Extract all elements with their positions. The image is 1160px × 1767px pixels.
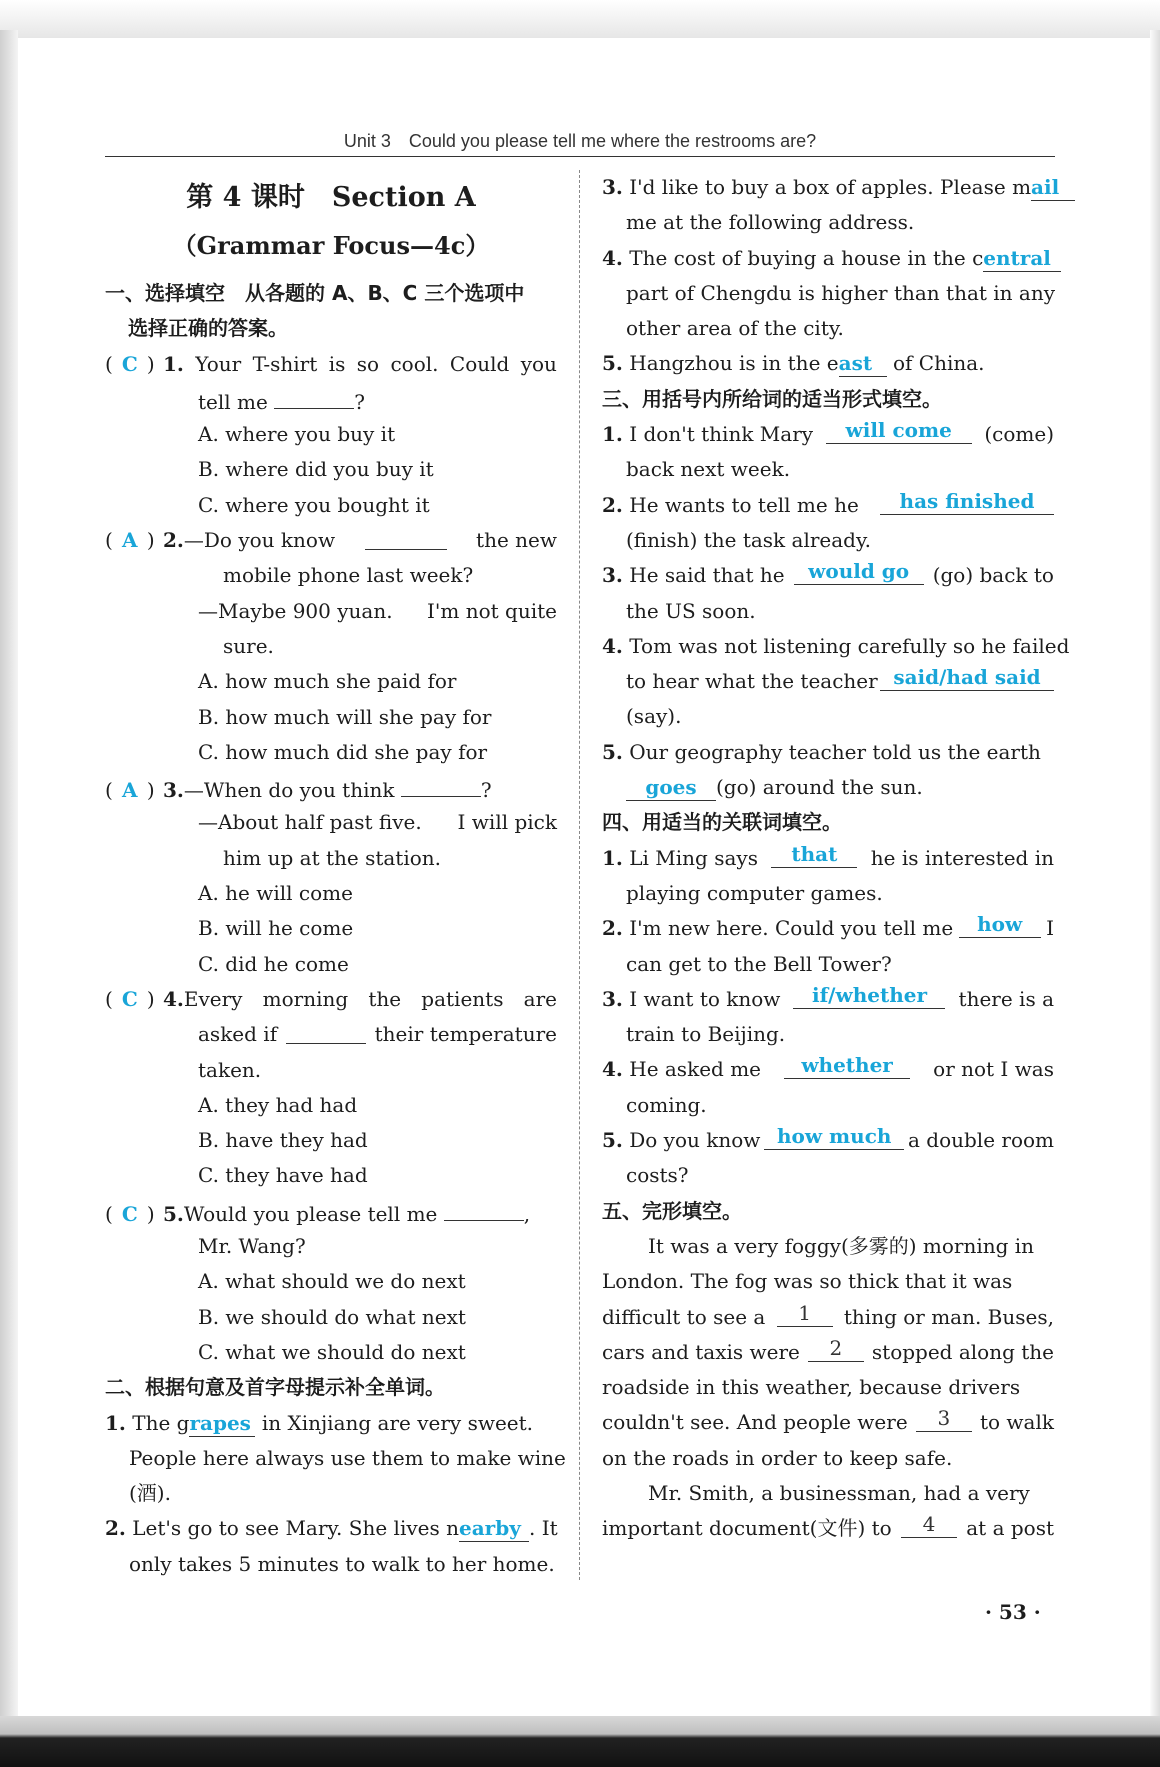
- page-number: · 53 ·: [985, 1600, 1041, 1624]
- answer-bracket: ( A ): [105, 528, 155, 553]
- fill-item-cont: me at the following address.: [626, 210, 915, 235]
- page-shadow-left: [0, 30, 18, 1730]
- answer-bracket: ( C ): [105, 1201, 155, 1226]
- mc-question-cont: asked if their temperature: [105, 1017, 557, 1052]
- fill-item-cont: (say).: [626, 704, 682, 729]
- mc-question: ( C ) 1. Your T-shirt is so cool. Could you: [105, 347, 557, 382]
- fill-item-cont: train to Beijing.: [626, 1022, 786, 1047]
- answer-bracket: ( A ): [105, 778, 155, 803]
- fill-item: 5. Our geography teacher told us the earth: [602, 739, 1041, 764]
- section2-heading: 二、根据句意及首字母提示补全单词。: [105, 1375, 445, 1400]
- mc-question-cont: mobile phone last week?: [223, 563, 474, 588]
- answer-blank: [401, 770, 481, 797]
- option-a: A. he will come: [198, 881, 353, 906]
- mc-question: ( A ) 3.—When do you think ?: [105, 770, 557, 805]
- bottom-edge: [0, 1716, 1160, 1767]
- passage-line: cars and taxis were 2 stopped along the: [602, 1335, 1054, 1364]
- section1-heading: 一、选择填空 从各题的 A、B、C 三个选项中: [105, 281, 525, 305]
- mc-question-cont: him up at the station.: [223, 845, 442, 870]
- option-b: B. will he come: [198, 916, 354, 941]
- fill-item: 4. The cost of buying a house in the central: [602, 241, 1054, 276]
- fill-item-cont: (finish) the task already.: [626, 527, 871, 552]
- mc-question: ( C ) 5.Would you please tell me ,: [105, 1194, 557, 1229]
- mc-question-cont: Mr. Wang?: [198, 1234, 306, 1259]
- answer-blank: [365, 523, 447, 550]
- fill-item: 1. Li Ming says that he is interested in: [602, 841, 1054, 870]
- option-b: B. have they had: [198, 1128, 368, 1153]
- passage-line: on the roads in order to keep safe.: [602, 1445, 953, 1470]
- fill-item-cont: People here always use them to make wine: [129, 1445, 566, 1470]
- section1-heading-cont: 选择正确的答案。: [128, 316, 288, 341]
- header-rule: [105, 156, 1055, 157]
- option-c: C. they have had: [198, 1163, 368, 1188]
- fill-item: 3. He said that he would go (go) back to: [602, 559, 1054, 588]
- passage-line: It was a very foggy(多雾的) morning in: [648, 1233, 1035, 1258]
- fill-item: 5. Do you know how much a double room: [602, 1124, 1054, 1153]
- mc-question-cont: taken.: [198, 1057, 262, 1082]
- fill-item: 5. Hangzhou is in the east of China.: [602, 351, 985, 376]
- fill-item: 3. I want to know if/whether there is a: [602, 982, 1054, 1011]
- passage-line: Mr. Smith, a businessman, had a very: [648, 1480, 1030, 1505]
- fill-item-cont: can get to the Bell Tower?: [626, 951, 892, 976]
- mc-question: ( C ) 4.Every morning the patients are: [105, 982, 557, 1017]
- page-shadow-right: [1150, 30, 1160, 1730]
- fill-item: 2. I'm new here. Could you tell me how I: [602, 912, 1054, 941]
- passage-line: difficult to see a 1 thing or man. Buses,: [602, 1300, 1054, 1329]
- section4-heading: 四、用适当的关联词填空。: [602, 810, 842, 835]
- option-b: B. how much will she pay for: [198, 704, 492, 729]
- lesson-subtitle: （Grammar Focus—4c）: [172, 231, 490, 260]
- option-a: A. they had had: [198, 1092, 358, 1117]
- fill-item: 1. The grapes in Xinjiang are very sweet.: [105, 1410, 534, 1435]
- fill-item-cont: to hear what the teacher said/had said: [602, 664, 1054, 699]
- top-edge: [0, 0, 1160, 38]
- option-b: B. where did you buy it: [198, 457, 434, 482]
- section5-heading: 五、完形填空。: [602, 1198, 742, 1223]
- answer-blank: [444, 1194, 524, 1221]
- column-divider: [579, 170, 580, 1580]
- passage-line: couldn't see. And people were 3 to walk: [602, 1406, 1054, 1435]
- fill-item-cont: costs?: [626, 1163, 689, 1188]
- fill-item: 4. He asked me whether or not I was: [602, 1053, 1054, 1082]
- option-c: C. what we should do next: [198, 1339, 466, 1364]
- fill-item-cont: playing computer games.: [626, 880, 883, 905]
- running-header: Unit 3 Could you please tell me where the restrooms are?: [343, 131, 817, 151]
- option-c: C. how much did she pay for: [198, 739, 488, 764]
- passage-line: London. The fog was so thick that it was: [602, 1269, 1013, 1294]
- mc-question-cont: —About half past five. I will pick: [198, 810, 557, 835]
- fill-item: 3. I'd like to buy a box of apples. Please mail: [602, 170, 1054, 205]
- option-b: B. we should do what next: [198, 1304, 466, 1329]
- fill-item-cont: part of Chengdu is higher than that in any: [626, 280, 1056, 305]
- fill-item-cont: other area of the city.: [626, 316, 844, 341]
- option-a: A. where you buy it: [198, 422, 396, 447]
- answer-bracket: ( C ): [105, 986, 155, 1011]
- fill-item-cont: the US soon.: [626, 598, 756, 623]
- right-column: [602, 170, 1070, 1547]
- option-a: A. how much she paid for: [198, 669, 457, 694]
- fill-item: 1. I don't think Mary will come (come): [602, 418, 1054, 447]
- fill-item-cont: back next week.: [626, 457, 791, 482]
- answer-blank: [274, 382, 354, 409]
- mc-question: ( A ) 2.—Do you know the new: [105, 523, 557, 558]
- left-column: [105, 170, 566, 1582]
- passage-line: roadside in this weather, because drivers: [602, 1375, 1021, 1400]
- fill-item-cont: goes (go) around the sun.: [602, 770, 1054, 805]
- section3-heading: 三、用括号内所给词的适当形式填空。: [602, 386, 942, 411]
- fill-item-cont: only takes 5 minutes to walk to her home.: [129, 1551, 555, 1576]
- fill-item-cont: (酒).: [129, 1481, 171, 1506]
- fill-item: 4. Tom was not listening carefully so he failed: [602, 633, 1070, 658]
- option-c: C. where you bought it: [198, 492, 430, 517]
- option-c: C. did he come: [198, 951, 349, 976]
- answer-bracket: ( C ): [105, 351, 155, 376]
- mc-question-cont: sure.: [223, 633, 274, 658]
- passage-line: important document(文件) to 4 at a post: [602, 1512, 1054, 1541]
- mc-question-cont: tell me ?: [105, 382, 557, 417]
- mc-question-cont: —Maybe 900 yuan. I'm not quite: [198, 598, 557, 623]
- answer-blank: [286, 1017, 366, 1044]
- fill-item-cont: coming.: [626, 1092, 707, 1117]
- fill-item: 2. He wants to tell me he has finished: [602, 488, 1054, 523]
- lesson-title: 第 4 课时 Section A: [186, 182, 476, 213]
- fill-item: 2. Let's go to see Mary. She lives nearby . It: [105, 1516, 558, 1541]
- option-a: A. what should we do next: [198, 1269, 466, 1294]
